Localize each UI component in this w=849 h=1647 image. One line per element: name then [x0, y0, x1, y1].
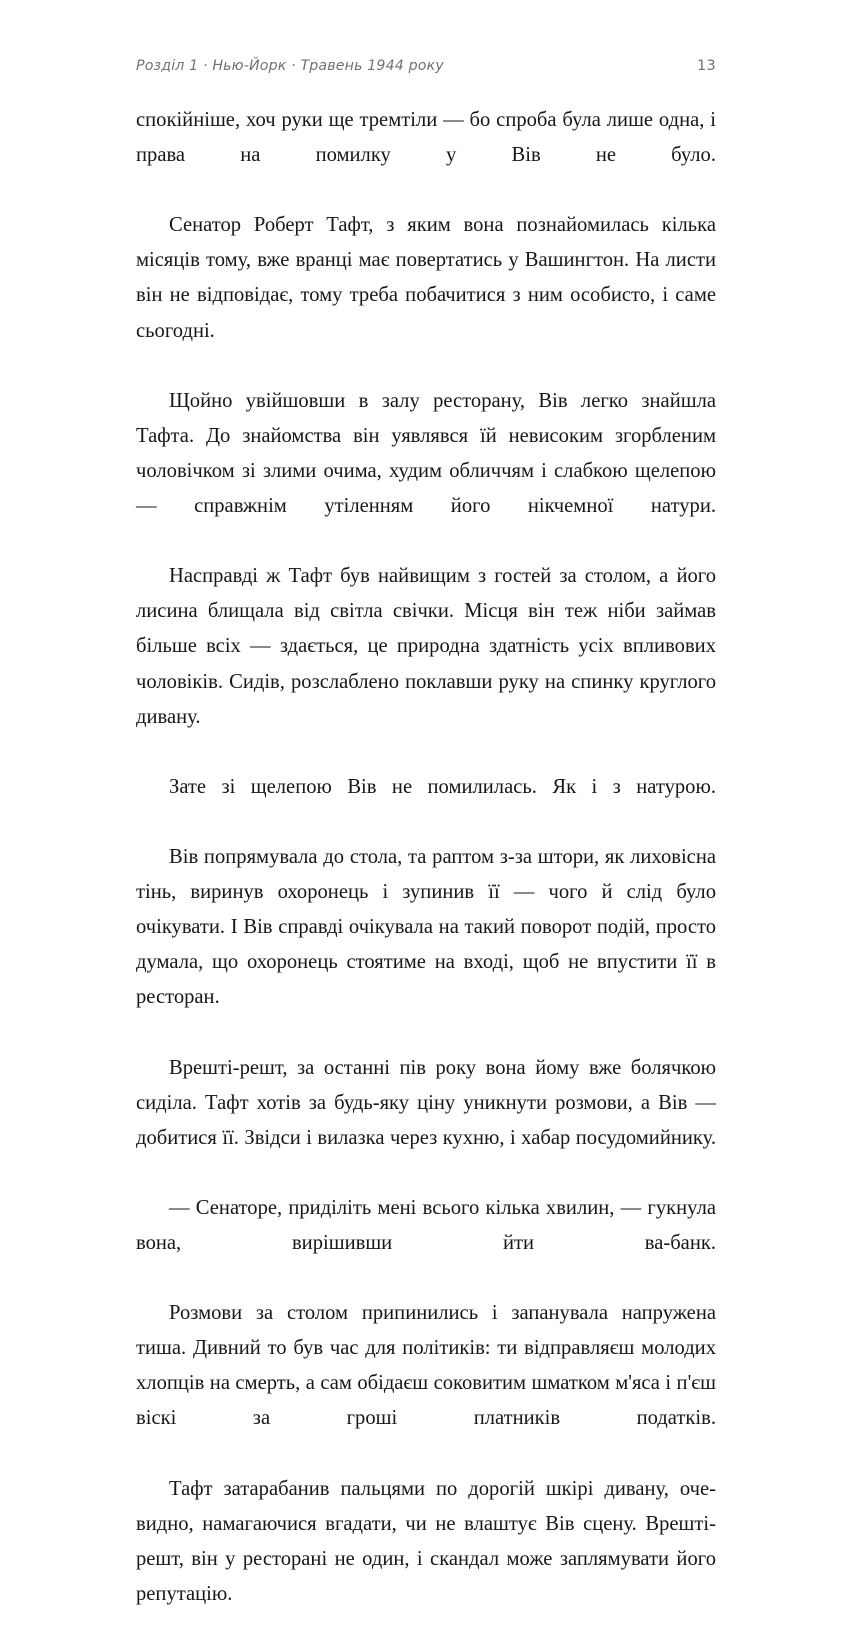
body-text — [136, 103, 716, 1647]
paragraph: Зате зі щелепою Вів не помилилась. Як і з натурою. — [169, 775, 716, 798]
running-head-title: Розділ 1 · Нью-Йорк · Травень 1944 року — [136, 58, 444, 74]
paragraph: Врешті-решт, за останні пів року вона йому вже болячкою сиділа. Тафт хотів за будь-яку ціну уникнути розмови, а Вів — добитися її. Звідси і вилазка через кухню, і хабар посудомийнику. — [136, 1056, 716, 1149]
running-head — [136, 58, 716, 84]
paragraph: спокійніше, хоч руки ще тремтіли — бо спроба була лише одна, і права на помилку у Вів не було. — [136, 109, 716, 167]
paragraph: Щойно увійшовши в залу ресторану, Вів легко знайшла Тафта. До знайомства він уявлявся їй невисоким згорбленим чоловічком зі злими очима, худим обличчям і слабкою щелепою — справжнім утіленням його нікчемної натури. — [136, 389, 716, 518]
page-number: 13 — [696, 58, 716, 74]
paragraph: Сенатор Роберт Тафт, з яким вона познайомилась кілька місяців тому, вже вранці має повертатись у Вашингтон. На листи він не відповідає, тому треба побачитися з ним особисто, і саме сьогодні. — [136, 214, 716, 342]
paragraph: Розмови за столом припинились і запанувала напружена тиша. Дивний то був час для політиків: ти відправляєш молодих хлопців на смерть, а сам обідаєш соковитим шматком м'яса і п'єш віскі за гроші платників податків. — [136, 1302, 716, 1430]
paragraph: — Сенаторе, приділіть мені всього кілька хвилин, — гукнула вона, вирішивши йти ва-банк. — [136, 1196, 716, 1254]
paragraph: Вів попрямувала до стола, та раптом з-за штори, як лиховісна тінь, виринув охоронець і зупинив її — чого й слід було очікувати. І Вів справді очікувала на такий поворот подій, просто думала, що охоронець стоятиме на вході, щоб не впустити її в ресторан. — [136, 845, 716, 1009]
paragraph: Насправді ж Тафт був найвищим з гостей за столом, а його лисина блищала від світла свічки. Місця він теж ніби займав більше всіх — здається, це природна здатність усіх впливових чоловіків. Сидів, розслаблено поклавши руку на спинку круглого дивану. — [136, 565, 716, 728]
paragraph: Тафт затарабанив пальцями по дорогій шкірі дивану, очевидно, намагаючися вгадати, чи не влаштує Вів сцену. Врешті-решт, він у ресторані не один, і скандал може заплямувати його репутацію. — [136, 1477, 716, 1605]
